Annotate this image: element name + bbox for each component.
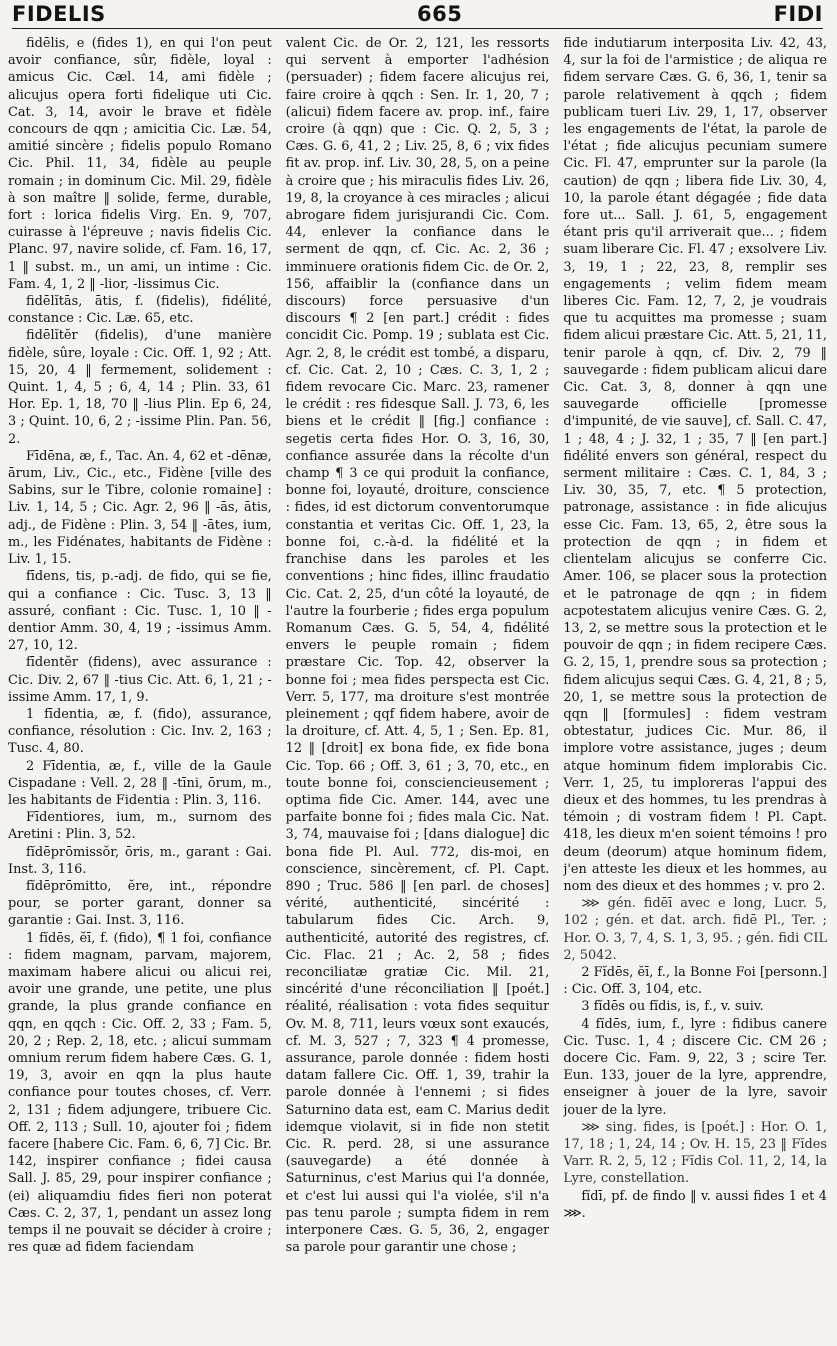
entry-fides-2: 2 Fĭdēs, ĕī, f., la Bonne Foi [personn.] : Cic. Off. 3, 104, etc. <box>563 964 828 998</box>
page-header <box>12 2 823 29</box>
entry-fides-4-note: ⋙ sing. fides, is [poét.] : Hor. O. 1, 17, 18 ; 1, 24, 14 ; Ov. H. 15, 23 ‖ Fĭdes Varr. R. 2, 5, 12 ; Fĭdis Col. 11, 2, 14, la Lyre, constellation. <box>563 1119 828 1187</box>
entry-fidena: Fīdēna, æ, f., Tac. An. 4, 62 et -dēnæ, ārum, Liv., Cic., etc., Fidène [ville des Sabins, sur le Tibre, colonie romaine] : Liv. 1, 14, 5 ; Cic. Agr. 2, 96 ‖ -ās, ātis, adj., de Fidène : Plin. 3, 54 ‖ -ātes, ium, m., les Fidénates, habitants de Fidène : Liv. 1, 15. <box>8 448 272 568</box>
entry-fideliter: fidēlĭtĕr (fidelis), d'une manière fidèle, sûre, loyale : Cic. Off. 1, 92 ; Att. 15, 20, 4 ‖ fermement, solidement : Quint. 1, 4, 5 ; 6, 4, 14 ; Plin. 33, 61 Hor. Ep. 1, 18, 70 ‖ -lius Plin. Ep 6, 24, 3 ; Quint. 10, 6, 2 ; -issime Plin. Pan. 56, 2. <box>8 328 272 447</box>
entry-fidentiores: Fīdentiores, ium, m., surnom des Aretini : Plin. 3, 52. <box>8 810 272 843</box>
column-1 <box>8 35 272 1335</box>
column-2 <box>286 35 550 1335</box>
entry-fidentia-1: 1 fīdentia, æ, f. (fido), assurance, confiance, résolution : Cic. Inv. 2, 163 ; Tusc. 4, 80. <box>8 706 272 757</box>
entry-fidi: fĭdī, pf. de findo ‖ v. aussi fides 1 et 4 ⋙. <box>563 1188 828 1221</box>
entry-fides-1-continued: valent Cic. de Or. 2, 121, les ressorts qui servent à emporter l'adhésion (persuader) ; fidem facere alicujus rei, faire croire à qqch : Sen. Ir. 1, 20, 7 ; (alicui) fidem facere av. prop. inf., faire croire (à qqn) que : Cic. Q. 2, 5, 3 ; Cæs. G. 6, 41, 2 ; Liv. 25, 8, 6 ; vix fides fit av. prop. inf. Liv. 30, 28, 5, on a peine à croire que ; his miraculis fides Liv. 26, 19, 8, la croyance à ces miracles ; alicui abrogare fidem jurisjurandi Cic. Com. 44, enlever la confiance dans le serment de qqn, cf. Cic. Ac. 2, 36 ; imminuere orationis fidem Cic. de Or. 2, 156, affaiblir la (confiance dans un discours) force persuasive d'un discours ¶ 2 [en part.] crédit : fides concidit Cic. Pomp. 19 ; sublata est Cic. Agr. 2, 8, le crédit est tombé, a disparu, cf. Cic. Cat. 2, 10 ; Cæs. C. 3, 1, 2 ; fidem revocare Cic. Marc. 23, ramener le crédit : res fidesque Sall. J. 73, 6, les biens et le crédit ‖ [fig.] confiance : segetis certa fides Hor. O. 3, 16, 30, confiance assurée dans la récolte d'un champ ¶ 3 ce qui produit la confiance, bonne foi, loyauté, droiture, conscience : fides, id est dictorum conventorumque constantia et veritas Cic. Off. 1, 23, la bonne foi, c.-à-d. la fidélité et la franchise dans les paroles et les conventions ; hinc fides, illinc fraudatio Cic. Cat. 2, 25, d'un côté la loyauté, de l'autre la fourberie ; fides erga populum Romanum Cæs. G. 5, 54, 4, fidélité envers le peuple romain ; fidem præstare Cic. Top. 42, observer la bonne foi ; mea fides perspecta est Cic. Verr. 5, 177, ma droiture s'est montrée pleinement ; qqf fidem habere, avoir de la droiture, cf. Att. 4, 5, 1 ; Sen. Ep. 81, 12 ‖ [droit] ex bona fide, ex fide bona Cic. Top. 66 ; Off. 3, 61 ; 3, 70, etc., en toute bonne foi, consciencieusement ; optima fide Cic. Amer. 144, avec une parfaite bonne foi ; fides mala Cic. Nat. 3, 74, mauvaise foi ; [dans dialogue] dic bona fide Pl. Aul. 772, dis-moi, en conscience, sincèrement, cf. Pl. Capt. 890 ; Truc. 586 ‖ [en parl. de choses] vérité, authenticité, sincérité : tabularum fides Cic. Arch. 9, authenticité, autorité des registres, cf. Cic. Flac. 21 ; Ac. 2, 58 ; fides reconciliatæ gratiæ Cic. Mil. 21, sincérité d'une réconciliation ‖ [poét.] réalité, réalisation : vota fides sequitur Ov. M. 8, 711, leurs vœux sont exaucés, cf. M. 3, 527 ; 7, 323 ¶ 4 promesse, assurance, parole donnée : fidem hosti datam fallere Cic. Off. 1, 39, trahir la parole donnée à l'ennemi ; si fides Saturnino data est, eam C. Marius dedit idemque violavit, si in fide non stetit Cic. R. perd. 28, si une assurance (sauvegarde) a été donnée à Saturninus, c'est Marius qui l'a donnée, et c'est lui aussi qui l'a violée, s'il n'a pas tenu parole ; sumpta fidem in rem interponere Cæs. G. 5, 36, 2, engager sa parole pour garantir une chose ; <box>285 36 550 1256</box>
entry-fidepromissor: fĭdēprōmissŏr, ōris, m., garant : Gai. Inst. 3, 116. <box>8 844 272 877</box>
text-columns <box>8 35 827 1335</box>
entry-fides-4: 4 fĭdēs, ium, f., lyre : fidibus canere Cic. Tusc. 1, 4 ; discere Cic. CM 26 ; docere Cic. Fam. 9, 22, 3 ; scire Ter. Eun. 133, jouer de la lyre, apprendre, enseigner à jouer de la lyre, savoir jouer de la lyre. <box>563 1016 828 1118</box>
page-number: 665 <box>417 2 463 26</box>
entry-fides-1-note: ⋙ gén. fidēī avec e long, Lucr. 5, 102 ; gén. et dat. arch. fidē Pl., Ter. ; Hor. O. 3, 7, 4, S. 1, 3, 95. ; gén. fidi CIL 2, 5042. <box>563 896 828 963</box>
entry-fidentia-2: 2 Fīdentia, æ, f., ville de la Gaule Cispadane : Vell. 2, 28 ‖ -tīni, ōrum, m., les habitants de Fidentia : Plin. 3, 116. <box>8 758 272 808</box>
entry-fidepromitto: fĭdēprōmitto, ĕre, int., répondre pour, se porter garant, donner sa garantie : Gai. Inst. 3, 116. <box>8 878 272 929</box>
entry-fidenter: fīdentĕr (fidens), avec assurance : Cic. Div. 2, 67 ‖ -tius Cic. Att. 6, 1, 21 ; -issime Amm. 17, 1, 9. <box>8 655 272 705</box>
entry-fidelis: fidēlis, e (fides 1), en qui l'on peut avoir confiance, sûr, fidèle, loyal : amicus Cic. Cæl. 14, ami fidèle ; alicujus opera forti fidelique uti Cic. Cat. 3, 14, avoir le brave et fidèle concours de qqn ; amicitia Cic. Læ. 54, amitié sincère ; fidelis populo Romano Cic. Phil. 11, 34, fidèle au peuple romain ; in dominum Cic. Mil. 29, fidèle à son maître ‖ solide, ferme, durable, fort : lorica fidelis Virg. En. 9, 707, cuirasse à l'épreuve ; navis fidelis Cic. Planc. 97, navire solide, cf. Fam. 16, 17, 1 ‖ subst. m., un ami, un intime : Cic. Fam. 4, 1, 2 ‖ -lior, -lissimus Cic. <box>8 36 272 292</box>
header-right-guide-word: FIDI <box>773 2 823 26</box>
header-left-guide-word: FIDELIS <box>12 2 106 26</box>
entry-fides-1-continued-2: fide indutiarum interposita Liv. 42, 43, 4, sur la foi de l'armistice ; de aliqua re fidem servare Cæs. G. 6, 36, 1, tenir sa parole relativement à qqch ; fidem publicam tueri Liv. 29, 1, 17, observer les engagements de l'état, la parole de l'état ; fide alicujus pecuniam sumere Cic. Fl. 47, emprunter sur la parole (la caution) de qqn ; libera fide Liv. 30, 4, 10, la parole étant dégagée ; fide data fore ut... Sall. J. 61, 5, engagement étant pris qu'il arriverait que... ; fidem suam liberare Cic. Fl. 47 ; exsolvere Liv. 3, 19, 1 ; 22, 23, 8, remplir ses engagements ; velim fidem meam liberes Cic. Fam. 12, 7, 2, je voudrais que tu acquittes ma promesse ; suam fidem alicui præstare Cic. Att. 5, 21, 11, tenir parole à qqn, cf. Div. 2, 79 ‖ sauvegarde : fidem publicam alicui dare Cic. Cat. 3, 8, donner à qqn une sauvegarde officielle [promesse d'impunité, de vie sauve], cf. Sall. C. 47, 1 ; 48, 4 ; J. 32, 1 ; 35, 7 ‖ [en part.] fidélité envers son général, respect du serment militaire : Cæs. C. 1, 84, 3 ; Liv. 30, 35, 7, etc. ¶ 5 protection, patronage, assistance : in fide alicujus esse Cic. Fam. 13, 65, 2, être sous la protection de qqn ; in fidem et clientelam alicujus se conferre Cic. Amer. 106, se placer sous la protection et le patronage de qqn ; in fidem acpotestatem alicujus venire Cæs. G. 2, 13, 2, se mettre sous la protection et le pouvoir de qqn ; in fidem recipere Cæs. G. 2, 15, 1, prendre sous sa protection ; fidem alicujus sequi Cæs. G. 4, 21, 8 ; 5, 20, 1, se mettre sous la protection de qqn ‖ [formules] : fidem vestram obtestatur, judices Cic. Mur. 86, il implore votre assistance, juges ; deum atque hominum fidem implorabis Cic. Verr. 1, 25, tu imploreras l'appui des dieux et des hommes, tu les prendras à témoin ; di vostram fidem ! Pl. Capt. 418, les dieux m'en soient témoins ! pro deum (deorum) atque hominum fidem, j'en atteste les dieux et les hommes, au nom des dieux et des hommes ; v. pro 2. <box>563 36 828 894</box>
column-3 <box>563 35 827 1335</box>
entry-fides-3: 3 fĭdēs ou fĭdis, is, f., v. suiv. <box>581 999 764 1015</box>
entry-fidelitas: fidēlĭtās, ātis, f. (fidelis), fidélité, constance : Cic. Læ. 65, etc. <box>8 294 272 327</box>
entry-fidens: fīdens, tis, p.-adj. de fido, qui se fie, qui a confiance : Cic. Tusc. 3, 13 ‖ assuré, confiant : Cic. Tusc. 1, 10 ‖ -dentior Amm. 30, 4, 19 ; -issimus Amm. 27, 10, 12. <box>8 569 272 654</box>
entry-fides-1: 1 fĭdēs, ĕī, f. (fido), ¶ 1 foi, confiance : fidem magnam, parvam, majorem, maximam habere alicui ou alicui rei, avoir une grande, une petite, une plus grande, la plus grande confiance en qqn, en qqch : Cic. Off. 2, 33 ; Fam. 5, 20, 2 ; Rep. 2, 18, etc. ; alicui summam omnium rerum fidem habere Cæs. G. 1, 19, 3, avoir en qqn la plus haute confiance pour toutes choses, cf. Verr. 2, 131 ; fidem adjungere, tribuere Cic. Off. 2, 113 ; Sull. 10, ajouter foi ; fidem facere [habere Cic. Fam. 6, 6, 7] Cic. Br. 142, inspirer confiance ; fidei causa Sall. J. 85, 29, pour inspirer confiance ; (ei) aliquamdiu fides fieri non poterat Cæs. C. 2, 37, 1, pendant un assez long temps il ne pouvait se décider à croire ; res quæ ad fidem faciendam <box>8 930 272 1256</box>
